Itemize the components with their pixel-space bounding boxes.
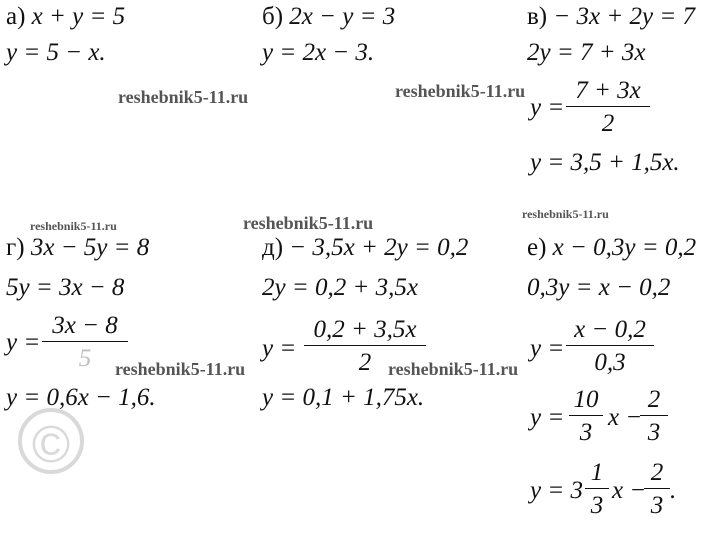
- problem-a-step1: y = 5 − x.: [6, 39, 106, 66]
- problem-d-step3: y = 0,1 + 1,75x.: [262, 384, 425, 411]
- fraction-denominator: 0,3: [594, 349, 626, 376]
- problem-e-step4-end: .: [670, 477, 677, 504]
- problem-v-label: в): [527, 3, 548, 30]
- fraction-numerator: 3x − 8: [42, 313, 128, 342]
- problem-e-step2-fraction: [566, 317, 654, 375]
- fraction-denominator: 2: [601, 110, 615, 137]
- problem-v-step3: y = 3,5 + 1,5x.: [530, 149, 680, 176]
- problem-v-step2-lhs: y =: [530, 94, 565, 121]
- watermark-5: reshebnik5-11.ru: [522, 207, 609, 221]
- problem-v-step2-fraction: [566, 78, 650, 136]
- fraction-numerator: 2: [644, 460, 670, 489]
- problem-d-step2-lhs: y =: [262, 335, 297, 362]
- problem-d-step1: 2y = 0,2 + 3,5x: [262, 274, 418, 301]
- fraction-denominator: 3: [579, 419, 593, 446]
- problem-e-step4-lhs: y = 3: [530, 477, 583, 504]
- fraction-denominator: 5: [78, 345, 92, 372]
- problem-b-label: б): [262, 3, 284, 30]
- problem-e-label: е): [527, 234, 547, 261]
- copyright-watermark-icon: ©: [18, 408, 84, 474]
- problem-d-label: д): [262, 234, 284, 261]
- problem-e-step3-middle: x −: [608, 404, 643, 431]
- problem-e-step2-lhs: y =: [530, 335, 565, 362]
- problem-g-step3: y = 0,6x − 1,6.: [6, 384, 156, 411]
- problem-e-step3-fraction-2: [640, 387, 668, 445]
- problem-d-equation: д) − 3,5x + 2y = 0,2: [262, 234, 469, 261]
- problem-e-step4-fraction-2: [644, 460, 670, 518]
- problem-g-step1: 5y = 3x − 8: [6, 274, 125, 301]
- problem-b-step1: y = 2x − 3.: [262, 39, 375, 66]
- problem-a-eq-text: x + y = 5: [31, 3, 126, 30]
- watermark-3: reshebnik5-11.ru: [30, 219, 117, 233]
- fraction-numerator: x − 0,2: [566, 317, 654, 346]
- problem-e-step1: 0,3y = x − 0,2: [527, 274, 671, 301]
- fraction-denominator: 3: [650, 492, 664, 519]
- problem-e-equation: е) x − 0,3y = 0,2: [527, 234, 697, 261]
- problem-v-step1: 2y = 7 + 3x: [527, 39, 646, 66]
- problem-b-equation: б) 2x − y = 3: [262, 3, 396, 30]
- problem-g-label: г): [6, 234, 25, 261]
- fraction-numerator: 7 + 3x: [566, 78, 650, 107]
- problem-e-step3-lhs: y =: [530, 404, 565, 431]
- problem-a-label: а): [6, 3, 26, 30]
- problem-e-step4-fraction-1: [585, 460, 609, 518]
- fraction-numerator: 10: [569, 387, 603, 416]
- watermark-6: reshebnik5-11.ru: [115, 359, 246, 379]
- problem-a-equation: [6, 4, 125, 29]
- problem-e-step4-middle: x −: [612, 477, 647, 504]
- watermark-4: reshebnik5-11.ru: [243, 213, 374, 233]
- fraction-denominator: 2: [358, 349, 372, 376]
- problem-g-equation: г) 3x − 5y = 8: [6, 234, 150, 261]
- fraction-numerator: 2: [640, 387, 668, 416]
- fraction-numerator: 1: [585, 460, 609, 489]
- watermark-1: reshebnik5-11.ru: [118, 87, 249, 107]
- problem-e-step3-fraction-1: [569, 387, 603, 445]
- fraction-denominator: 3: [647, 419, 661, 446]
- problem-g-step2-lhs: y =: [6, 329, 41, 356]
- watermark-2: reshebnik5-11.ru: [395, 81, 526, 101]
- fraction-numerator: 0,2 + 3,5x: [304, 317, 426, 346]
- problem-v-equation: в) − 3x + 2y = 7: [527, 3, 695, 30]
- fraction-denominator: 3: [590, 492, 604, 519]
- watermark-7: reshebnik5-11.ru: [388, 359, 519, 379]
